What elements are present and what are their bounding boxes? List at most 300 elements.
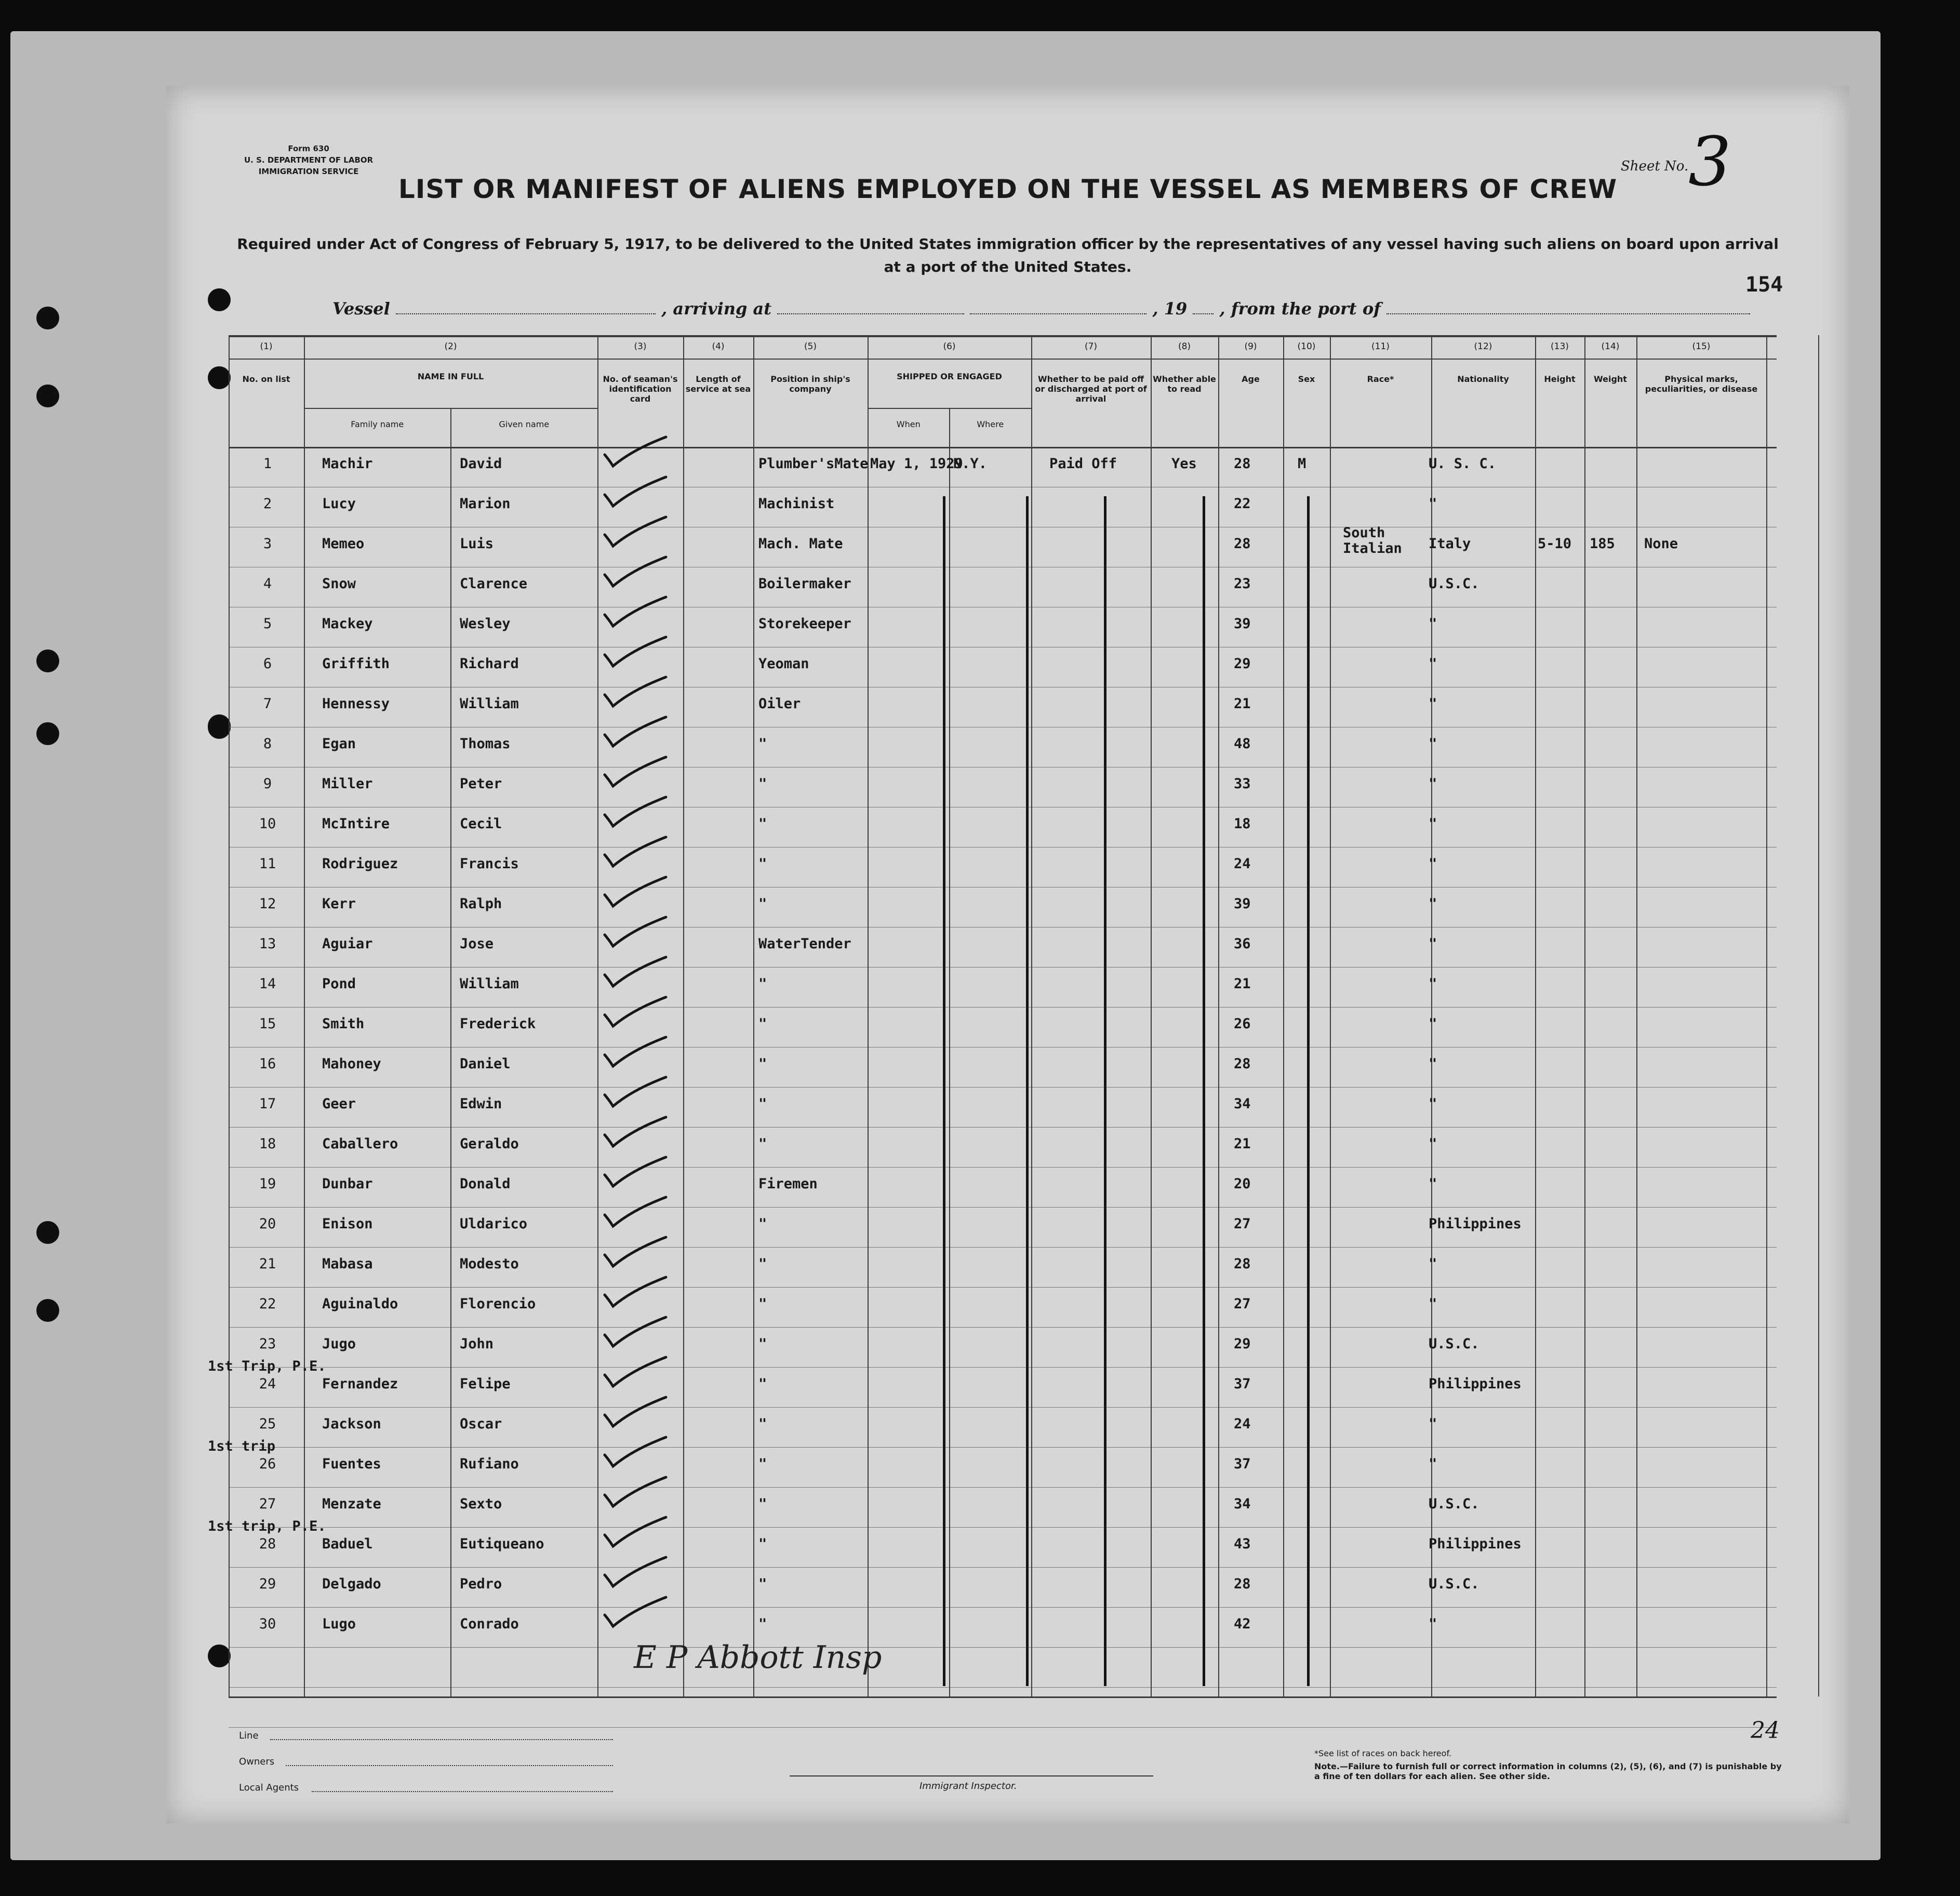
cell-family: Jackson — [322, 1416, 381, 1432]
cell-no: 18 — [259, 1136, 276, 1152]
column-header: Whether to be paid off or discharged at port of arrival — [1035, 374, 1147, 404]
cell-age: 39 — [1234, 616, 1251, 632]
check-mark-icon — [602, 914, 669, 950]
column-subheader: Family name — [351, 419, 404, 429]
cell-given: Edwin — [460, 1096, 502, 1112]
cell-family: Griffith — [322, 656, 390, 672]
cell-given: Wesley — [460, 616, 511, 632]
cell-given: Conrado — [460, 1616, 519, 1632]
table-row — [166, 1210, 1844, 1250]
cell-age: 21 — [1234, 976, 1251, 992]
service-name: IMMIGRATION SERVICE — [258, 167, 359, 176]
cell-age: 29 — [1234, 1336, 1251, 1352]
cell-age: 33 — [1234, 776, 1251, 792]
check-mark-icon — [602, 474, 669, 510]
cell-family: Egan — [322, 736, 356, 752]
cell-family: Caballero — [322, 1136, 398, 1152]
cell-position: " — [758, 1216, 767, 1232]
cell-position: " — [758, 1096, 767, 1112]
table-row — [166, 649, 1844, 690]
cell-position: Yeoman — [758, 656, 809, 672]
cell-no: 7 — [263, 696, 272, 712]
document-title: LIST OR MANIFEST OF ALIENS EMPLOYED ON THE VESSEL AS MEMBERS OF CREW — [398, 174, 1618, 204]
from-port-field[interactable] — [1386, 301, 1750, 314]
cell-family: Delgado — [322, 1576, 381, 1592]
cell-nationality: " — [1429, 656, 1437, 672]
cell-family: Hennessy — [322, 696, 390, 712]
cell-given: Sexto — [460, 1496, 502, 1512]
cell-nationality: U.S.C. — [1429, 1496, 1479, 1512]
check-mark-icon — [602, 1394, 669, 1430]
check-mark-icon — [602, 794, 669, 830]
department-name: U. S. DEPARTMENT OF LABOR — [244, 155, 374, 165]
cell-paid: Paid Off — [1049, 456, 1117, 472]
check-mark-icon — [602, 514, 669, 550]
column-subheader: Where — [977, 419, 1004, 429]
column-header: Whether able to read — [1153, 374, 1216, 394]
stamp-number: 154 — [1745, 273, 1783, 297]
cell-no: 19 — [259, 1176, 276, 1192]
column-header: Age — [1242, 374, 1260, 384]
cell-age: 34 — [1234, 1496, 1251, 1512]
table-row — [166, 1518, 1844, 1570]
column-number: (4) — [712, 341, 725, 352]
cell-age: 20 — [1234, 1176, 1251, 1192]
crew-table — [166, 335, 1844, 1699]
cell-age: 28 — [1234, 456, 1251, 472]
column-number: (11) — [1371, 341, 1390, 352]
cell-position: " — [758, 1536, 767, 1552]
cell-age: 29 — [1234, 656, 1251, 672]
check-mark-icon — [602, 1594, 669, 1630]
cell-no: 14 — [259, 976, 276, 992]
cell-position: " — [758, 1056, 767, 1072]
check-mark-icon — [602, 1434, 669, 1470]
column-number: (15) — [1692, 341, 1711, 352]
cell-nationality: " — [1429, 496, 1437, 512]
cell-nationality: Italy — [1429, 536, 1471, 552]
table-row — [166, 1050, 1844, 1090]
cell-family: Aguinaldo — [322, 1296, 398, 1312]
vessel-field[interactable] — [396, 301, 656, 314]
cell-no: 17 — [259, 1096, 276, 1112]
cell-given: Florencio — [460, 1296, 536, 1312]
cell-no: 24 — [259, 1376, 276, 1392]
column-header: No. on list — [242, 374, 290, 384]
table-row — [166, 730, 1844, 770]
table-row — [166, 449, 1844, 489]
column-number: (14) — [1601, 341, 1620, 352]
check-mark-icon — [602, 834, 669, 870]
cell-family: Geer — [322, 1096, 356, 1112]
column-number: (6) — [943, 341, 956, 352]
cell-position: " — [758, 1336, 767, 1352]
cell-age: 34 — [1234, 1096, 1251, 1112]
cell-given: Modesto — [460, 1256, 519, 1272]
cell-family: Miller — [322, 776, 373, 792]
cell-given: Ralph — [460, 896, 502, 912]
cell-family: Smith — [322, 1016, 365, 1032]
cell-given: Daniel — [460, 1056, 511, 1072]
cell-nationality: Philippines — [1429, 1536, 1522, 1552]
cell-age: 23 — [1234, 576, 1251, 592]
column-header: Weight — [1594, 374, 1627, 384]
table-row — [166, 609, 1844, 649]
cell-position: " — [758, 1456, 767, 1472]
table-row — [166, 1358, 1844, 1410]
cell-position: " — [758, 1016, 767, 1032]
cell-given: Eutiqueano — [460, 1536, 544, 1552]
check-mark-icon — [602, 634, 669, 670]
cell-no: 30 — [259, 1616, 276, 1632]
cell-nationality: " — [1429, 696, 1437, 712]
cell-given: Geraldo — [460, 1136, 519, 1152]
table-row — [166, 525, 1844, 569]
from-port-label: , from the port of — [1219, 299, 1381, 319]
check-mark-icon — [602, 1114, 669, 1150]
table-row — [166, 1438, 1844, 1490]
cell-sex: M — [1298, 456, 1306, 472]
cell-age: 39 — [1234, 896, 1251, 912]
binder-hole — [36, 384, 59, 407]
cell-family: Rodriguez — [322, 856, 398, 872]
cell-nationality: U.S.C. — [1429, 576, 1479, 592]
cell-family: Lugo — [322, 1616, 356, 1632]
cell-no: 4 — [263, 576, 272, 592]
column-number: (12) — [1474, 341, 1492, 352]
cell-no: 9 — [263, 776, 272, 792]
cell-age: 26 — [1234, 1016, 1251, 1032]
column-number: (5) — [804, 341, 817, 352]
cell-family: Jugo — [322, 1336, 356, 1352]
table-row — [166, 930, 1844, 970]
cell-marks: None — [1644, 536, 1678, 552]
table-row — [166, 1130, 1844, 1170]
cell-nationality: " — [1429, 816, 1437, 832]
cell-no: 15 — [259, 1016, 276, 1032]
column-number: (8) — [1178, 341, 1191, 352]
column-header: Nationality — [1457, 374, 1509, 384]
cell-position: Storekeeper — [758, 616, 851, 632]
table-row — [166, 1330, 1844, 1370]
table-row — [166, 810, 1844, 850]
cell-position: Firemen — [758, 1176, 818, 1192]
cell-age: 42 — [1234, 1616, 1251, 1632]
cell-nationality: U.S.C. — [1429, 1576, 1479, 1592]
cell-where: N.Y. — [953, 456, 988, 472]
document-subtitle: Required under Act of Congress of February 5, 1917, to be delivered to the United States immigration officer by the representatives of any vessel having such aliens on board upon arrival at a port of the United States. — [237, 235, 1779, 275]
cell-age: 28 — [1234, 536, 1251, 552]
column-header: Length of service at sea — [685, 374, 751, 394]
check-mark-icon — [602, 1554, 669, 1590]
binder-hole — [36, 649, 59, 672]
column-number: (10) — [1297, 341, 1316, 352]
cell-nationality: " — [1429, 1456, 1437, 1472]
cell-age: 28 — [1234, 1256, 1251, 1272]
cell-given: William — [460, 976, 519, 992]
cell-nationality: " — [1429, 1176, 1437, 1192]
cell-family: Memeo — [322, 536, 365, 552]
table-row — [166, 1610, 1844, 1650]
cell-no: 2 — [263, 496, 272, 512]
cell-given: William — [460, 696, 519, 712]
binder-hole — [36, 1221, 59, 1244]
cell-family: Pond — [322, 976, 356, 992]
cell-no: 3 — [263, 536, 272, 552]
arriving-field[interactable] — [777, 301, 964, 314]
table-bottom-border — [229, 1696, 1777, 1698]
footer-owners-label: Owners — [239, 1756, 275, 1767]
cell-position: " — [758, 856, 767, 872]
check-mark-icon — [602, 874, 669, 910]
table-row — [166, 1410, 1844, 1450]
cell-position: WaterTender — [758, 936, 851, 952]
cell-nationality: Philippines — [1429, 1216, 1522, 1232]
cell-given: Felipe — [460, 1376, 511, 1392]
cell-age: 27 — [1234, 1216, 1251, 1232]
check-mark-icon — [602, 554, 669, 590]
table-row — [166, 1170, 1844, 1210]
table-top-border — [229, 335, 1777, 337]
cell-given: Francis — [460, 856, 519, 872]
cell-age: 28 — [1234, 1056, 1251, 1072]
cell-nationality: " — [1429, 616, 1437, 632]
cell-given: Luis — [460, 536, 494, 552]
check-mark-icon — [602, 1194, 669, 1230]
cell-when: May 1, 1929 — [870, 456, 963, 472]
cell-nationality: " — [1429, 1136, 1437, 1152]
date-field[interactable] — [970, 301, 1146, 314]
header-bottom-border — [229, 447, 1777, 448]
cell-no: 25 — [259, 1416, 276, 1432]
vessel-line — [332, 299, 1750, 319]
cell-nationality: " — [1429, 856, 1437, 872]
footer-agents-label: Local Agents — [239, 1782, 299, 1793]
page-mark: 24 — [1751, 1717, 1780, 1744]
column-header: NAME IN FULL — [417, 372, 484, 381]
sheet-number: 3 — [1688, 122, 1731, 201]
races-note: *See list of races on back hereof. — [1314, 1748, 1451, 1758]
cell-position: Oiler — [758, 696, 801, 712]
check-mark-icon — [602, 434, 669, 470]
cell-nationality: U.S.C. — [1429, 1336, 1479, 1352]
cell-no: 13 — [259, 936, 276, 952]
cell-nationality: " — [1429, 1056, 1437, 1072]
column-number: (9) — [1244, 341, 1257, 352]
cell-nationality: Philippines — [1429, 1376, 1522, 1392]
cell-position: " — [758, 1496, 767, 1512]
cell-no: 1 — [263, 456, 272, 472]
table-row — [166, 569, 1844, 609]
cell-given: David — [460, 456, 502, 472]
cell-given: Thomas — [460, 736, 511, 752]
cell-family: Machir — [322, 456, 373, 472]
column-header: Height — [1544, 374, 1576, 384]
year-label: , 19 — [1152, 299, 1188, 319]
table-row — [166, 1090, 1844, 1130]
cell-given: Frederick — [460, 1016, 536, 1032]
cell-nationality: " — [1429, 1256, 1437, 1272]
cell-given: Uldarico — [460, 1216, 528, 1232]
cell-given: Jose — [460, 936, 494, 952]
column-subheader: When — [896, 419, 921, 429]
footer-owners-field[interactable] — [286, 1764, 613, 1766]
table-row — [166, 1010, 1844, 1050]
check-mark-icon — [602, 714, 669, 750]
footer-line-label: Line — [239, 1730, 259, 1741]
cell-age: 21 — [1234, 696, 1251, 712]
table-row — [166, 489, 1844, 529]
cell-nationality: " — [1429, 936, 1437, 952]
cell-family: Fuentes — [322, 1456, 381, 1472]
cell-age: 37 — [1234, 1376, 1251, 1392]
manifest-sheet — [166, 86, 1849, 1824]
cell-no: 5 — [263, 616, 272, 632]
vessel-label: Vessel — [332, 299, 390, 319]
table-row — [166, 770, 1844, 810]
cell-nationality: " — [1429, 1616, 1437, 1632]
cell-position: Mach. Mate — [758, 536, 843, 552]
check-mark-icon — [602, 1354, 669, 1390]
cell-family: Mahoney — [322, 1056, 381, 1072]
inspector-signature-line — [790, 1774, 1153, 1776]
check-mark-icon — [602, 994, 669, 1030]
cell-family: Mackey — [322, 616, 373, 632]
cell-given: Peter — [460, 776, 502, 792]
cell-age: 43 — [1234, 1536, 1251, 1552]
cell-family: Lucy — [322, 496, 356, 512]
check-mark-icon — [602, 754, 669, 790]
inspector-signature: E P Abbott Insp — [634, 1639, 882, 1676]
column-number-divider — [229, 359, 1777, 360]
cell-position: Boilermaker — [758, 576, 851, 592]
fine-note: Note.—Failure to furnish full or correct information in columns (2), (5), (6), and (7) is punishable by a fine of ten dollars for each alien. See other side. — [1314, 1761, 1782, 1781]
cell-nationality: " — [1429, 776, 1437, 792]
cell-age: 21 — [1234, 1136, 1251, 1152]
check-mark-icon — [602, 1234, 669, 1270]
table-row — [166, 1490, 1844, 1530]
check-mark-icon — [602, 1074, 669, 1110]
cell-age: 18 — [1234, 816, 1251, 832]
cell-position: " — [758, 736, 767, 752]
inspector-label: Immigrant Inspector. — [919, 1781, 1017, 1792]
table-row — [166, 1290, 1844, 1330]
cell-family: Enison — [322, 1216, 373, 1232]
cell-age: 24 — [1234, 1416, 1251, 1432]
column-number: (3) — [634, 341, 647, 352]
cell-position: " — [758, 1296, 767, 1312]
check-mark-icon — [602, 954, 669, 990]
table-row — [166, 850, 1844, 890]
cell-given: Cecil — [460, 816, 502, 832]
cell-no: 27 — [259, 1496, 276, 1512]
cell-position: " — [758, 1416, 767, 1432]
cell-no: 8 — [263, 736, 272, 752]
cell-family: McIntire — [322, 816, 390, 832]
check-mark-icon — [602, 1034, 669, 1070]
cell-nationality: " — [1429, 1096, 1437, 1112]
check-mark-icon — [602, 1274, 669, 1310]
row-rule — [229, 1687, 1777, 1688]
column-header: Position in ship's company — [770, 374, 850, 394]
cell-family: Snow — [322, 576, 356, 592]
column-subheader: Given name — [499, 419, 550, 429]
cell-age: 28 — [1234, 1576, 1251, 1592]
cell-position: " — [758, 896, 767, 912]
form-header — [244, 143, 373, 177]
cell-nationality: " — [1429, 736, 1437, 752]
cell-position: " — [758, 976, 767, 992]
column-header: No. of seaman's identification card — [603, 374, 678, 404]
column-header: Physical marks, peculiarities, or disease — [1645, 374, 1758, 394]
cell-given: Marion — [460, 496, 511, 512]
column-header: SHIPPED OR ENGAGED — [897, 372, 1002, 381]
cell-no: 21 — [259, 1256, 276, 1272]
cell-no: 12 — [259, 896, 276, 912]
cell-position: " — [758, 816, 767, 832]
cell-given: Clarence — [460, 576, 528, 592]
footer-agents-field[interactable] — [312, 1790, 613, 1792]
column-number: (13) — [1551, 341, 1569, 352]
punch-hole — [208, 288, 231, 311]
cell-no: 20 — [259, 1216, 276, 1232]
check-mark-icon — [602, 594, 669, 630]
cell-position: " — [758, 776, 767, 792]
table-row — [166, 1250, 1844, 1290]
cell-family: Dunbar — [322, 1176, 373, 1192]
column-header: Sex — [1298, 374, 1315, 384]
cell-no: 6 — [263, 656, 272, 672]
check-mark-icon — [602, 1474, 669, 1510]
binder-hole — [36, 722, 59, 745]
cell-age: 24 — [1234, 856, 1251, 872]
cell-family: Mabasa — [322, 1256, 373, 1272]
cell-given: John — [460, 1336, 494, 1352]
check-mark-icon — [602, 674, 669, 710]
check-mark-icon — [602, 1314, 669, 1350]
cell-age: 37 — [1234, 1456, 1251, 1472]
cell-age: 22 — [1234, 496, 1251, 512]
cell-given: Richard — [460, 656, 519, 672]
cell-nationality: " — [1429, 896, 1437, 912]
column-header: Race* — [1367, 374, 1394, 384]
cell-read: Yes — [1171, 456, 1197, 472]
cell-race: South Italian — [1343, 525, 1402, 556]
cell-position: " — [758, 1376, 767, 1392]
row-annotation: 1st trip, P.E. — [208, 1518, 326, 1534]
cell-no: 10 — [259, 816, 276, 832]
row-rule — [229, 1727, 1777, 1728]
cell-no: 28 — [259, 1536, 276, 1552]
cell-no: 26 — [259, 1456, 276, 1472]
table-row — [166, 970, 1844, 1010]
year-field[interactable] — [1193, 301, 1214, 314]
cell-nationality: U. S. C. — [1429, 456, 1497, 472]
binder-hole — [36, 1299, 59, 1322]
cell-position: " — [758, 1256, 767, 1272]
cell-no: 23 — [259, 1336, 276, 1352]
footer-line-field[interactable] — [270, 1738, 613, 1740]
cell-position: Machinist — [758, 496, 835, 512]
sheet-number-label: Sheet No. — [1621, 158, 1689, 174]
form-number: Form 630 — [288, 144, 329, 153]
cell-given: Donald — [460, 1176, 511, 1192]
cell-nationality: " — [1429, 1016, 1437, 1032]
row-annotation: 1st Trip, P.E. — [208, 1358, 326, 1374]
cell-height: 5-10 — [1538, 536, 1572, 552]
cell-weight: 185 — [1590, 536, 1615, 552]
arriving-label: , arriving at — [661, 299, 772, 319]
